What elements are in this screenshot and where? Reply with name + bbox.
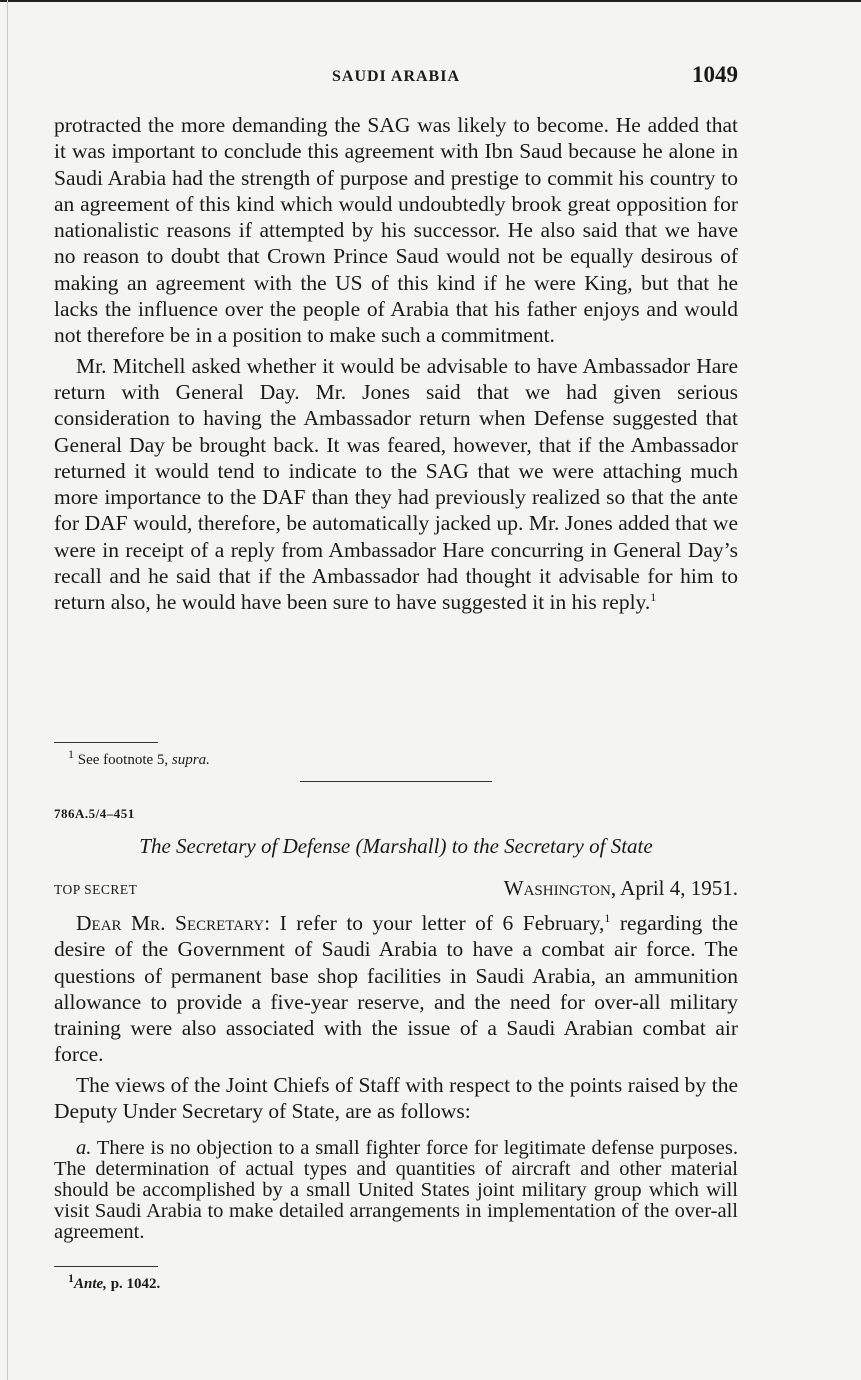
footnote-mark: 1: [68, 747, 74, 761]
section-separator: [300, 781, 492, 782]
dateline: [504, 876, 738, 901]
page-number: 1049: [692, 62, 738, 87]
footnote-rule: [54, 742, 158, 743]
paragraph-text: Mr. Mitchell asked whether it would be advisable to have Ambassador Hare return with General Day. Mr. Jones said that we had given serious consideration to having the Ambassador return when Defense suggested that General Day be brought back. It was feared, however, that if the Ambassador returned it would tend to indicate to the SAG that we were attaching much more importance to the DAF than they had previously realized so that the ante for DAF would, therefore, be automatically jacked up. Mr. Jones added that we were in receipt of a reply from Ambassador Hare concurring in General Day’s recall and he said that if the Ambassador had thought it advisable for him to return also, he would have been sure to have suggested it in his reply.: [54, 353, 738, 615]
document-title: The Secretary of Defense (Marshall) to the Secretary of State: [139, 834, 653, 858]
document-id: 786A.5/4–451: [54, 806, 135, 821]
footnote-text: See footnote 5,: [77, 752, 169, 768]
footnote-text: p. 1042.: [106, 1276, 161, 1292]
dateline-date: April 4, 1951.: [620, 876, 738, 900]
paragraph: [54, 353, 738, 616]
left-margin-line: [7, 0, 8, 1380]
footnote-ref: 1: [604, 910, 611, 925]
footnote-emphasis: supra.: [171, 752, 210, 768]
paragraph: The views of the Joint Chiefs of Staff with respect to the points raised by the Deputy Under Secretary of State, are as follows:: [54, 1072, 738, 1124]
paragraph-text: I refer to your letter of 6 February,: [279, 911, 605, 935]
footnote-emphasis: Ante,: [74, 1276, 107, 1292]
page-header: [54, 62, 738, 92]
letter-body: [54, 906, 738, 1124]
footnote-ref: 1: [650, 590, 657, 605]
footnote-rule: [54, 1266, 158, 1267]
classification-label: TOP SECRET: [54, 882, 138, 897]
footnote-mark: 1: [68, 1271, 74, 1285]
paragraph: [54, 910, 738, 1068]
salutation: Dear Mr. Secretary:: [76, 911, 271, 935]
item-text: There is no objection to a small fighter force for legitimate defense purposes. The determination of actual types and quantities of aircraft and other material should be accomplished by a small United States joint military group which will visit Saudi Arabia to make detailed arrangements in implementation of the over-all agreement.: [54, 1137, 738, 1243]
running-head: SAUDI ARABIA: [331, 68, 461, 85]
dateline-place: Washington,: [503, 876, 617, 900]
paragraph: protracted the more demanding the SAG was likely to become. He added that it was important to conclude this agreement with Ibn Saud because he alone in Saudi Arabia had the strength of purpose and prestige to commit his country to an agreement of this kind which would undoubtedly brook great opposition for nationalistic reasons if attempted by his successor. He also said that we have no reason to doubt that Crown Prince Saud would not be equally desirous of making an agreement with the US of this kind if he were King, but that he lacks the influence over the people of Arabia that his father enjoys and would not therefore be in a position to make such a commitment.: [54, 113, 738, 348]
footnote: [68, 747, 210, 769]
paragraph-text: regarding the desire of the Government of Saudi Arabia to have a combat air force. The questions of permanent base shop facilities in Saudi Arabia, an ammunition allowance to provide a five-year reserve, and the need for over-all military training were also associated with the issue of a Saudi Arabian combat air force.: [54, 911, 738, 1067]
continuation-text: [54, 112, 738, 616]
top-border: [0, 0, 861, 2]
item-label: a.: [76, 1137, 92, 1159]
list-item: [54, 1138, 738, 1243]
footnote: [68, 1271, 161, 1293]
